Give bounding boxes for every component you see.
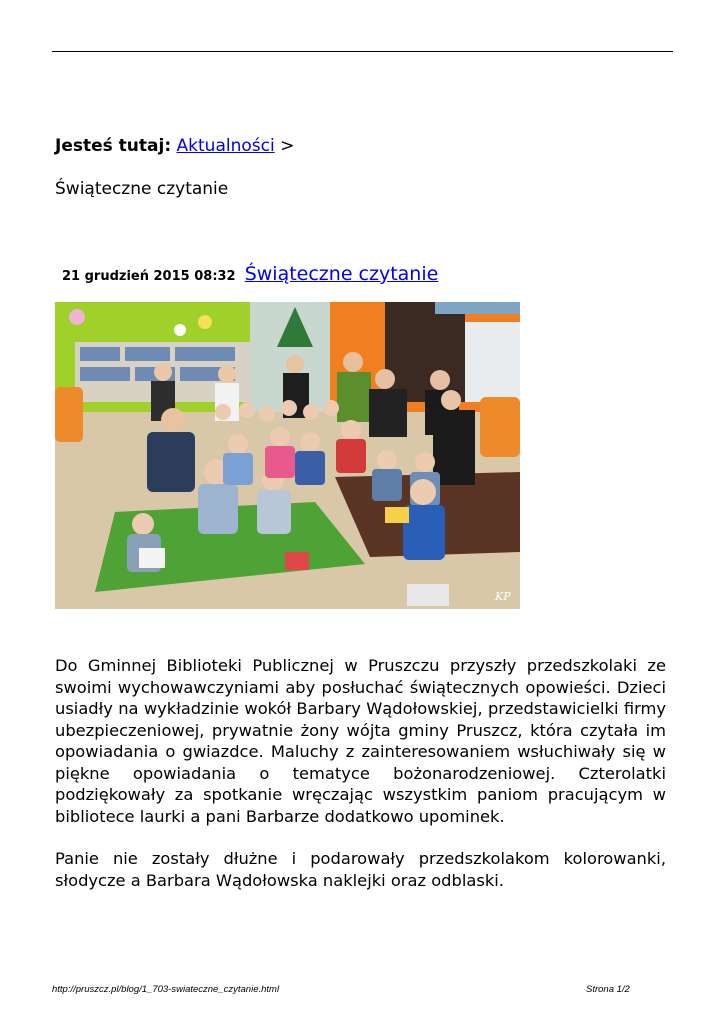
- breadcrumb-link-aktualnosci[interactable]: Aktualności: [176, 136, 275, 156]
- article-photo: [55, 302, 520, 609]
- footer-url: http://pruszcz.pl/blog/1_703-swiateczne_czytanie.html: [52, 984, 280, 995]
- breadcrumb-label: Jesteś tutaj:: [55, 136, 172, 156]
- footer-page-number: Strona 1/2: [586, 984, 630, 995]
- article-body: [55, 655, 666, 912]
- breadcrumb-separator: >: [280, 136, 295, 156]
- page-title: Świąteczne czytanie: [55, 179, 229, 199]
- breadcrumb: [55, 136, 294, 156]
- article-date: 21 grudzień 2015 08:32: [62, 269, 236, 284]
- header-rule: [52, 51, 673, 52]
- article-title-link[interactable]: Świąteczne czytanie: [244, 263, 439, 285]
- article-meta: [62, 263, 438, 285]
- photo-signature: KP: [495, 590, 511, 603]
- article-paragraph: Do Gminnej Biblioteki Publicznej w Pruszczu przyszły przedszkolaki ze swoimi wychowawczyniami aby posłuchać świątecznych opowieści. Dzieci usiadły na wykładzinie wokół Barbary Wądołowskiej, przedstawicielki firmy ubezpieczeniowej, prywatnie żony wójta gminy Pruszcz, która czytała im opowiadania o gwiazdce. Maluchy z zainteresowaniem wsłuchiwały się w piękne opowiadania o tematyce bożonarodzeniowej. Czterolatki podziękowały za spotkanie wręczając wszystkim paniom pracującym w bibliotece laurki a pani Barbarze dodatkowo upominek.: [55, 656, 666, 826]
- article-paragraph: Panie nie zostały dłużne i podarowały przedszkolakom kolorowanki, słodycze a Barbara Wądołowska naklejki oraz odblaski.: [55, 849, 666, 890]
